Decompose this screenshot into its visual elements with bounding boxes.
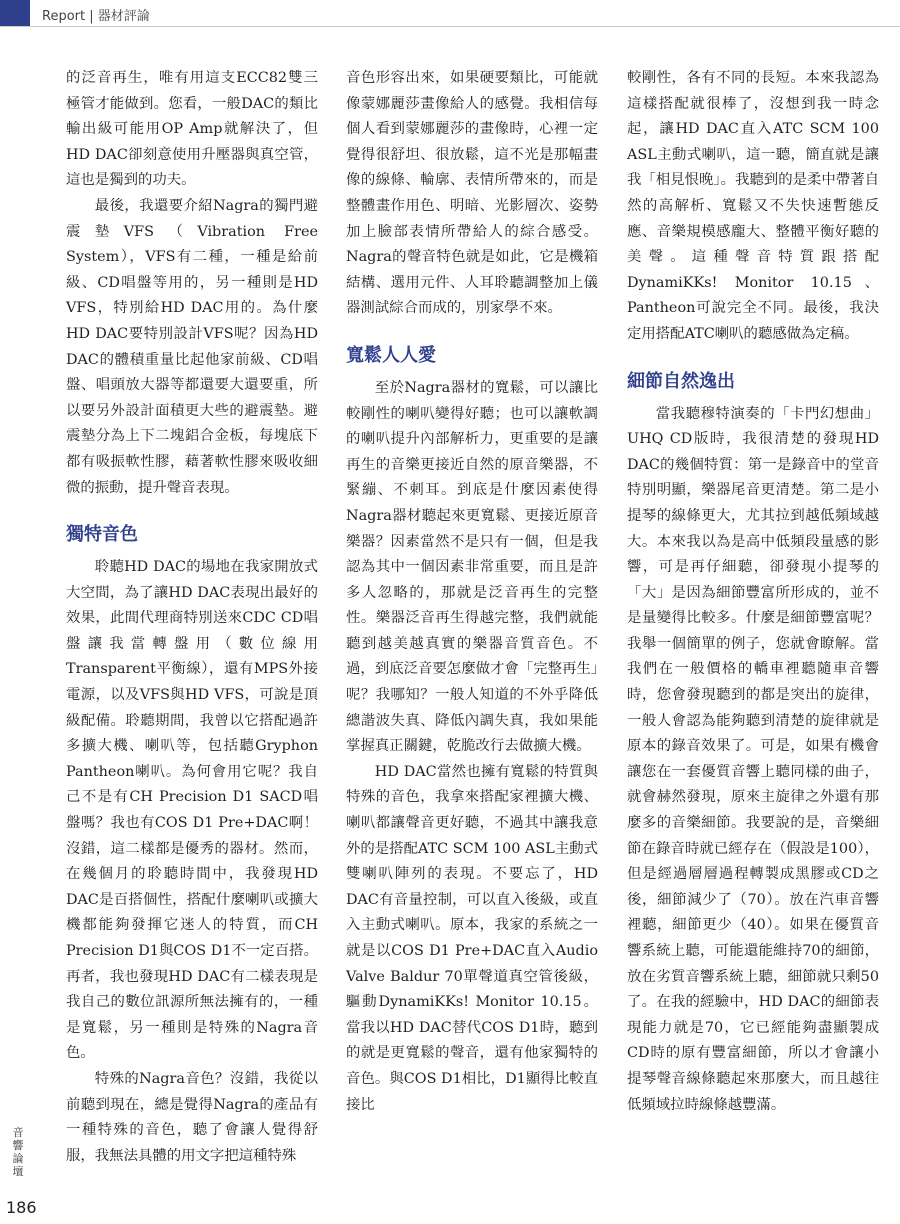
- paragraph: 音色形容出來，如果硬要類比，可能就像蒙娜麗莎畫像給人的感覺。我相信每個人看到蒙娜麗莎的畫像時，心裡一定覺得很舒坦、很放鬆，這不光是那幅畫像的線條、輪廓、表情所帶來的，而是整體畫作用色、明暗、光影層次、姿勢加上臉部表情所帶給人的綜合感受。Nagra的聲音特色就是如此，它是機箱結構、選用元件、人耳聆聽調整加上儀器測試綜合而成的，別家學不來。: [346, 70, 598, 317]
- paragraph: 較剛性，各有不同的長短。本來我認為這樣搭配就很棒了，沒想到我一時念起，讓HD DAC直入ATC SCM 100 ASL主動式喇叭，這一聽，簡直就是讓我「相見恨晚」。我聽到的是柔中帶著自然的高解析、寬鬆又不失快速暫態反應、音樂規模感龐大、整體平衡好聽的美聲。這種聲音特質跟搭配DynamiKKs! Monitor 10.15、Pantheon可說完全不同。最後，我決定用搭配ATC喇叭的聽感做為定稿。: [627, 70, 879, 342]
- column-1: [66, 66, 318, 1169]
- paragraph: 特殊的Nagra音色？沒錯，我從以前聽到現在，總是覺得Nagra的產品有一種特殊的音色，聽了會讓人覺得舒服，我無法具體的用文字把這種特殊: [66, 1070, 318, 1164]
- section-heading: 獨特音色: [66, 524, 138, 546]
- section-label: Report | 器材評論: [42, 9, 150, 24]
- paragraph: 當我聽穆特演奏的「卡門幻想曲」UHQ CD版時，我很清楚的發現HD DAC的幾個特質：第一是錄音中的堂音特別明顯，樂器尾音更清楚。第二是小提琴的線條更大，尤其拉到越低頻域越大。本來我以為是高中低頻段量感的影響，可是再仔細聽，卻發現小提琴的「大」是因為細節豐富所形成的，並不是量變得比較多。什麼是細節豐富呢？我舉一個簡單的例子，您就會瞭解。當我們在一般價格的轎車裡聽隨車音響時，您會發現聽到的都是突出的旋律，一般人會認為能夠聽到清楚的旋律就是原本的錄音效果了。可是，如果有機會讓您在一套優質音響上聽同樣的曲子，就會赫然發現，原來主旋律之外還有那麼多的音樂細節。我要說的是，音樂細節在錄音時就已經存在（假設是100），但是經過層層過程轉製成黑膠或CD之後，細節減少了（70）。放在汽車音響裡聽，細節更少（40）。如果在優質音響系統上聽，可能還能維持70的細節，放在劣質音響系統上聽，細節就只剩50了。在我的經驗中，HD DAC的細節表現能力就是70，它已經能夠盡顯製成CD時的原有豐富細節，所以才會讓小提琴聲音線條聽起來那麼大，而且越往低頻域拉時線條越豐滿。: [627, 405, 879, 1113]
- paragraph: 聆聽HD DAC的場地在我家開放式大空間，為了讓HD DAC表現出最好的效果，此間代理商特別送來CDC CD唱盤讓我當轉盤用（數位線用Transparent平衡線），還有MPS外接電源，以及VFS與HD VFS，可說是頂級配備。聆聽期間，我曾以它搭配過許多擴大機、喇叭等，包括聽Gryphon Pantheon喇叭。為何會用它呢？我自己不是有CH Precision D1 SACD唱盤嗎？我也有COS D1 Pre+DAC啊！沒錯，這二樣都是優秀的器材。然而，在幾個月的聆聽時間中，我發現HD DAC是百搭個性，搭配什麼喇叭或擴大機都能夠發揮它迷人的特質，而CH Precision D1與COS D1不一定百搭。再者，我也發現HD DAC有二樣表現是我自己的數位訊源所無法擁有的，一種是寬鬆，另一種則是特殊的Nagra音色。: [66, 559, 318, 1062]
- section-heading: 寬鬆人人愛: [346, 344, 436, 366]
- header-bar: [0, 0, 900, 27]
- page-number: 186: [6, 1198, 37, 1217]
- column-3: [627, 66, 879, 1118]
- magazine-name: 音響論壇: [12, 1126, 24, 1178]
- paragraph: 至於Nagra器材的寬鬆，可以讓比較剛性的喇叭變得好聽；也可以讓軟調的喇叭提升內部解析力，更重要的是讓再生的音樂更接近自然的原音樂器，不緊繃、不刺耳。到底是什麼因素使得Nagra器材聽起來更寬鬆、更接近原音樂器？因素當然不是只有一個，但是我認為其中一個因素非常重要，而且是許多人忽略的，那就是泛音再生的完整性。樂器泛音再生得越完整，我們就能聽到越美越真實的樂器音質音色。不過，到底泛音要怎麼做才會「完整再生」呢？我哪知？一般人知道的不外乎降低總諧波失真、降低內調失真，我如果能掌握真正關鍵，乾脆改行去做擴大機。: [346, 379, 598, 755]
- paragraph: HD DAC當然也擁有寬鬆的特質與特殊的音色，我拿來搭配家裡擴大機、喇叭都讓聲音更好聽，不過其中讓我意外的是搭配ATC SCM 100 ASL主動式雙喇叭陣列的表現。不要忘了，HD DAC有音量控制，可以直入後級，或直入主動式喇叭。原本，我家的系統之一就是以COS D1 Pre+DAC直入Audio Valve Baldur 70單聲道真空管後級，驅動DynamiKKs! Monitor 10.15。當我以HD DAC替代COS D1時，聽到的就是更寬鬆的聲音，還有他家獨特的音色。與COS D1相比，D1顯得比較直接比: [346, 763, 598, 1113]
- paragraph: 的泛音再生，唯有用這支ECC82雙三極管才能做到。您看，一般DAC的類比輸出級可能用OP Amp就解決了，但HD DAC卻刻意使用升壓器與真空管，這也是獨到的功夫。: [66, 70, 318, 189]
- column-2: [346, 66, 598, 1118]
- section-heading: 細節自然逸出: [627, 370, 735, 392]
- paragraph: 最後，我還要介紹Nagra的獨門避震墊VFS（Vibration Free System），VFS有二種，一種是給前級、CD唱盤等用的，另一種則是HD VFS，特別給HD DAC用的。為什麼HD DAC要特別設計VFS呢？因為HD DAC的體積重量比起他家前級、CD唱盤、唱頭放大器等都還要大還要重，所以要另外設計面積更大些的避震墊。避震墊分為上下二塊鋁合金板，每塊底下都有吸振軟性膠，藉著軟性膠來吸收細微的振動，提升聲音表現。: [66, 197, 318, 496]
- header-accent-tab: [0, 0, 30, 26]
